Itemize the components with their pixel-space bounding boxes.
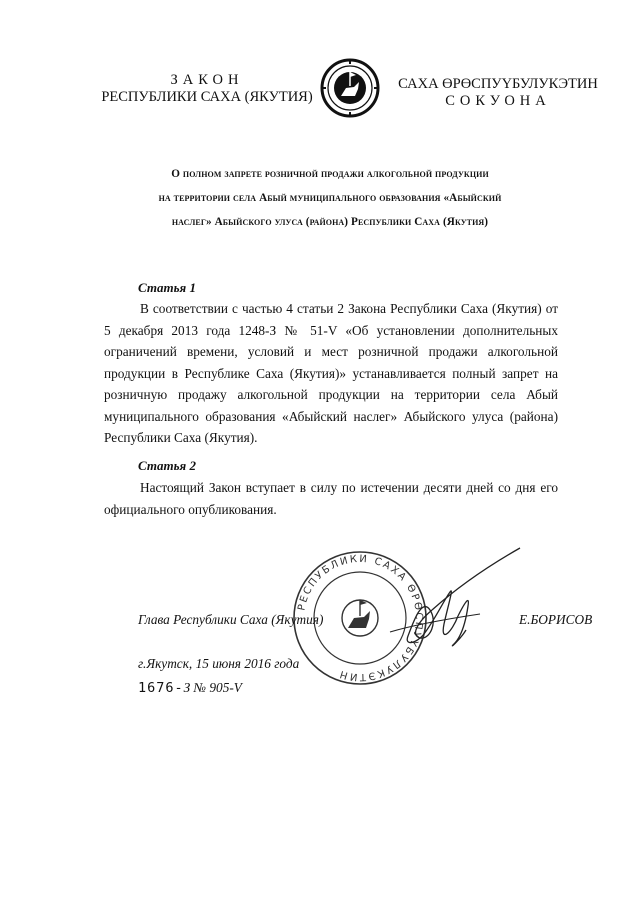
header-left: [92, 72, 322, 106]
title-line2: на территории села Абый муниципального образования «Абыйский: [158, 192, 502, 204]
coat-of-arms-icon: [320, 58, 380, 118]
place-and-date: г.Якутск, 15 июня 2016 года: [138, 656, 300, 671]
title-line3: наслег» Абыйского улуса (района) Республики Саха (Якутия): [171, 216, 489, 228]
signatory-title: Глава Республики Саха (Якутия): [138, 612, 324, 627]
header-left-line2: РЕСПУБЛИКИ САХА (ЯКУТИЯ): [101, 89, 313, 105]
document-title: [104, 162, 556, 234]
header-right-line2: СОКУОНА: [445, 93, 551, 109]
article2-text: Настоящий Закон вступает в силу по истечении десяти дней со дня его официального опубликования.: [104, 480, 558, 517]
registration-number: [138, 680, 242, 696]
law-number: З № 905-V: [183, 680, 242, 695]
handwritten-signature-icon: [370, 540, 540, 670]
header-right: [388, 76, 608, 110]
signatory-name: Е.БОРИСОВ: [519, 612, 593, 627]
seal-text: РЕСПУБЛИКИ САХА ӨРӨСПУҮБУЛУКЭТИН: [296, 553, 425, 683]
article1-text: В соответствии с частью 4 статьи 2 Закона Республики Саха (Якутия) от 5 декабря 2013 года 1248-З № 51-V «Об установлении дополнительных ограничений времени, условий и мест розничной продажи алкогольной продукции в Республике Саха (Якутия)» устанавливается полный запрет на розничную продажу алкогольной продукции на территории села Абый муниципального образования «Абыйский наслег» Абыйского улуса (района) Республики Саха (Якутия).: [104, 301, 558, 445]
article1-heading: Статья 1: [138, 280, 196, 295]
article2-heading: Статья 2: [138, 458, 196, 473]
header-left-line1: ЗАКОН: [170, 72, 244, 88]
stamp-number: 1676-: [138, 680, 184, 696]
header-right-line1: САХА ӨРӨСПУҮБУЛУКЭТИН: [398, 76, 598, 92]
title-line1: О полном запрете розничной продажи алкогольной продукции: [171, 168, 489, 180]
